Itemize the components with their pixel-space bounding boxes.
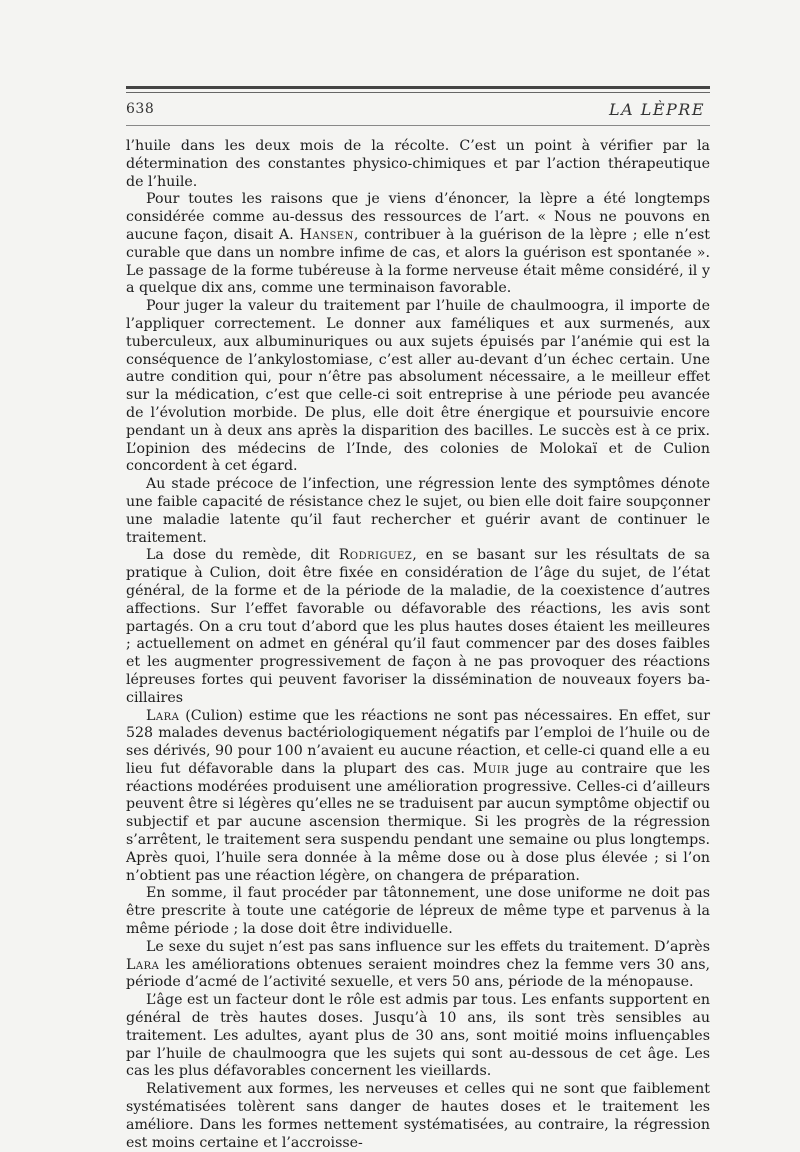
text-run: , en se basant sur les résultats de sa pratique à Culion, doit être fixée en considération de l’âge du sujet, de l’état général, de la forme et de la période de la maladie, de la coexistence d’autres affections. Sur l’effet favorable ou défavorable des réactions, les avis sont partagés. On a cru tout d’abord que les plus hautes doses étaient les meilleures ; actuellement on admet en général qu’il faut commencer par des doses faibles et les augmenter progressivement de façon à ne pas provoquer des réactions lépreuses fortes qui peuvent favoriser la dissémination de nouveaux foyers bacillaires [126, 547, 710, 706]
paragraph [126, 1081, 710, 1152]
text-run: Pour toutes les raisons que je viens d’énoncer, la lèpre a été longtemps considérée comme au-dessus des ressources de l’art. « Nous ne pouvons en aucune façon, disait A. [126, 191, 710, 243]
text-run: Pour juger la valeur du traitement par l’huile de chaulmoogra, il importe de l’appliquer correctement. Le donner aux faméliques et aux surmenés, aux tuberculeux, aux albuminuriques ou aux sujets épuisés par l’anémie qui est la conséquence de l’ankylostomiase, c’est aller au-devant d’un échec certain. Une autre condition qui, pour n’être pas absolument nécessaire, a le meilleur effet sur la médication, c’est que celle-ci soit entreprise à une période peu avancée de l’évolution morbide. De plus, elle doit être énergique et poursuivie encore pendant un à deux ans après la disparition des bacilles. Le succès est à ce prix. L’opinion des médecins de l’Inde, des colonies de Molokaï et de Culion concordent à cet égard. [126, 298, 710, 475]
text-run: Relativement aux formes, les nerveuses et celles qui ne sont que faiblement systématisées tolèrent sans danger de hautes doses et le traitement les améliore. Dans les formes nettement systématisées, au contraire, la régression est moins certaine et l’accroisse- [126, 1081, 710, 1151]
text-run: l’huile dans les deux mois de la récolte. C’est un point à vérifier par la détermination des constantes physico-chimiques et par l’action thérapeutique de l’huile. [126, 138, 710, 190]
text-run: En somme, il faut procéder par tâtonnement, une dose uniforme ne doit pas être prescrite à toute une catégorie de lépreux de même type et parvenus à la même période ; la dose doit être individuelle. [126, 885, 710, 938]
paragraph [126, 138, 710, 191]
paragraph [126, 547, 710, 707]
top-rule-thin [126, 92, 710, 93]
text-run: , contribuer à la guérison de la lèpre ; elle n’est curable que dans un nombre infime de cas, et alors la guérison est spontanée ». Le passage de la forme tubéreuse à la forme nerveuse était même considéré, il y a quelque dix ans, comme une terminaison favorable. [126, 226, 711, 297]
paragraph [126, 298, 710, 476]
top-rule [126, 86, 710, 89]
header-rule [126, 125, 710, 126]
author-name: Hansen [299, 226, 354, 243]
paragraph [126, 191, 710, 298]
text-run: Au stade précoce de l’infection, une régression lente des symptômes dénote une faible capacité de résistance chez le sujet, ou bien elle doit faire soupçonner une maladie latente qu’il faut rechercher et guérir avant de continuer le traitement. [126, 476, 710, 546]
text-run: les améliorations obtenues seraient moindres chez la femme vers 30 ans, période d’acmé de l’activité sexuelle, et vers 50 ans, période de la ménopause. [126, 956, 710, 991]
author-name: Rodriguez [338, 547, 413, 564]
author-name: Lara [146, 707, 180, 724]
text-run: juge au contraire que les réactions modérées produisent une amélioration progressive. Celles-ci d’ailleurs peuvent être si légères qu’elles ne se traduisent par aucun symptôme objectif ou subjectif et par aucune ascension thermique. Si les progrès de la régression s’arrêtent, le traitement sera suspendu pendant une semaine ou plus longtemps. Après quoi, l’huile sera donnée à la même dose ou à dose plus élevée ; si l’on n’obtient pas une réaction légère, on changera de préparation. [126, 760, 710, 884]
text-run: La dose du remède, dit [146, 547, 339, 564]
paragraph [126, 992, 710, 1081]
text-run: (Culion) estime que les réactions ne sont pas nécessaires. En effet, sur 528 malades devenus bactériologiquement négatifs par l’emploi de l’huile ou de ses dérivés, 90 pour 100 n’avaient eu aucune réaction, et celle-ci quand elle a eu lieu fut défavorable dans la plupart des cas. [126, 707, 710, 777]
paragraph [126, 939, 710, 992]
running-head: LA LÈPRE [608, 100, 705, 119]
paragraph [126, 885, 710, 938]
paragraph [126, 708, 710, 886]
body-text [126, 138, 710, 1152]
text-run: Le sexe du sujet n’est pas sans influence sur les effets du traitement. D’après [146, 938, 710, 955]
text-run: L’âge est un facteur dont le rôle est admis par tous. Les enfants supportent en général de très hautes doses. Jusqu’à 10 ans, ils sont très sensibles au traitement. Les adultes, ayant plus de 30 ans, sont moitié moins influençables par l’huile de chaulmoogra que les sujets qui sont au-dessous de cet âge. Les cas les plus défavorables concernent les vieillards. [126, 992, 710, 1080]
author-name: Lara [126, 956, 160, 973]
author-name: Muir [472, 760, 510, 777]
page-number: 638 [126, 101, 155, 117]
paragraph [126, 476, 710, 547]
